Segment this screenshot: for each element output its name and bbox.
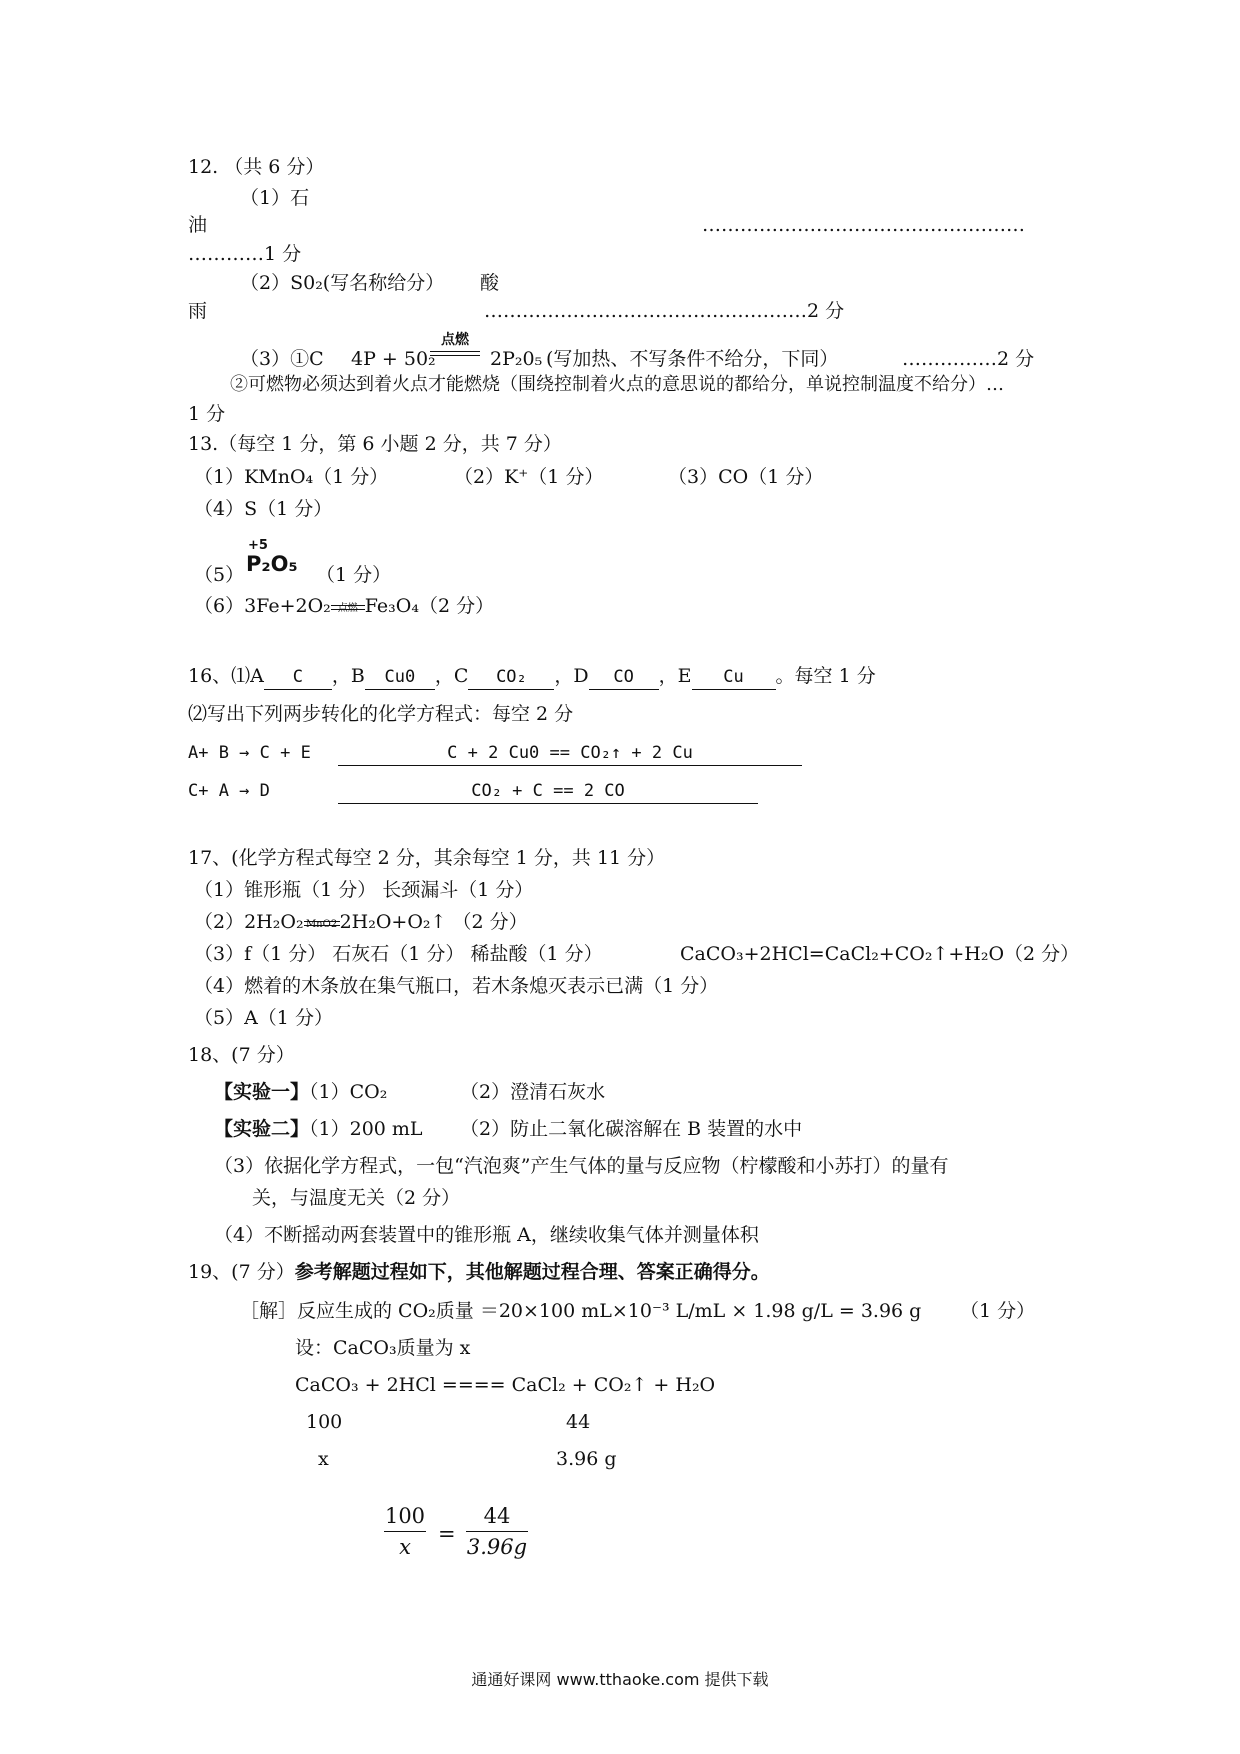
q17-a1: （1）锥形瓶（1 分） 长颈漏斗（1 分） (194, 879, 534, 901)
q18-exp1-b: （2）澄清石灰水 (460, 1081, 606, 1103)
q19-step1-text: 反应生成的 CO₂质量 ＝20×100 mL×10⁻³ L/mL × 1.98 g/L = 3.96 g (297, 1300, 922, 1322)
q17-a2-condition (304, 921, 340, 934)
q19-heading (188, 1260, 770, 1284)
q19-let: 设：CaCO₃质量为 x (295, 1337, 471, 1359)
q18-exp1-a: （1）CO₂ (309, 1081, 388, 1103)
q16-line1 (188, 664, 876, 690)
q12-p3-label: （3）①C (240, 348, 324, 370)
q17-a3-equation: CaCO₃+2HCl=CaCl₂+CO₂↑+H₂O（2 分） (680, 943, 1080, 965)
q16-answer-c: CO₂ (468, 665, 554, 690)
q16-line2: ⑵写出下列两步转化的化学方程式：每空 2 分 (188, 703, 574, 725)
q19-var-x: x (318, 1448, 329, 1470)
q19-fraction-right (466, 1501, 528, 1562)
q12-p1-dots: …………………………………………… (702, 214, 1025, 236)
q12-p2-word: 酸 (480, 272, 500, 294)
q13-a6-lhs: （6）3Fe+2O₂ (194, 595, 331, 617)
q17-a3: （3）f（1 分） 石灰石（1 分） 稀盐酸（1 分） (194, 943, 603, 965)
q12-p3-lhs: 4P + 50₂ (351, 348, 436, 370)
q17-heading: 17、(化学方程式每空 2 分，其余每空 1 分，共 11 分） (188, 847, 666, 869)
footer-source: 通通好课网 www.tthaoke.com 提供下载 (471, 1670, 769, 1689)
q13-a4: （4）S（1 分） (194, 498, 333, 520)
q19-heading-note: 参考解题过程如下，其他解题过程合理、答案正确得分。 (294, 1261, 770, 1283)
q16-answer-d: CO (589, 665, 659, 690)
q12-p3-score: ……………2 分 (902, 348, 1035, 370)
q12-p4-text: ②可燃物必须达到着火点才能燃烧（围绕控制着火点的意思说的都给分，单说控制温度不给分）… (230, 374, 1004, 395)
q16-answer-e: Cu (692, 665, 776, 690)
q16-b-label: ，B (331, 665, 365, 687)
q16-prefix: 16、⑴A (188, 665, 264, 687)
q18-a3-line1: （3）依据化学方程式，一包“汽泡爽”产生气体的量与反应物（柠檬酸和小苏打）的量有 (214, 1155, 949, 1177)
q18-exp2-a: （1）200 mL (309, 1118, 423, 1140)
q16-e-label: ，E (658, 665, 692, 687)
q13-a1: （1）KMnO₄（1 分） (194, 466, 389, 488)
q19-mass-co2: 44 (566, 1411, 591, 1433)
fraction-numerator: 100 (384, 1504, 426, 1528)
q12-p4-cont: 1 分 (188, 403, 226, 425)
q19-var-co2: 3.96 g (556, 1448, 617, 1470)
q17-a2-lhs: （2）2H₂O₂ (194, 911, 304, 933)
q16-eq1-label: A+ B → C + E (188, 743, 311, 763)
q13-a6-condition (331, 605, 365, 618)
q13-a5-score: （1 分） (316, 564, 392, 586)
q17-a4: （4）燃着的木条放在集气瓶口，若木条熄灭表示已满（1 分） (194, 975, 719, 997)
q19-solve-tag: ［解］ (240, 1300, 298, 1322)
q12-p3-rhs: 2P₂0₅ (490, 348, 543, 370)
q13-heading: 13.（每空 1 分，第 6 小题 2 分，共 7 分） (188, 433, 562, 455)
q17-a5: （5）A（1 分） (194, 1007, 333, 1029)
q13-a6 (194, 594, 494, 618)
q19-heading-score: 19、(7 分） (188, 1261, 295, 1283)
condition-label: 点燃 (441, 332, 469, 348)
q18-exp1-tag: 【实验一】 (214, 1081, 310, 1103)
q16-answer-b: Cu0 (365, 665, 435, 690)
fraction-numerator: 44 (483, 1504, 511, 1528)
q13-a2: （2）K⁺（1 分） (454, 466, 604, 488)
q17-a2-rhs: 2H₂O+O₂↑ （2 分） (339, 911, 528, 933)
q16-eq1-answer: C + 2 Cu0 == CO₂↑ + 2 Cu (338, 741, 802, 766)
q16-answer-a: C (264, 665, 332, 690)
q12-p1-score: …………1 分 (188, 243, 302, 265)
q12-p3-condition (430, 332, 480, 356)
q13-a5-valence: +5 (248, 538, 268, 553)
q16-eq2-label: C+ A → D (188, 781, 270, 801)
q18-a3-line2: 关，与温度无关（2 分） (252, 1187, 461, 1209)
q12-p2-dots: ……………………………………………2 分 (484, 300, 845, 322)
fraction-denominator: x (384, 1531, 426, 1562)
q16-eq2-answer: CO₂ + C == 2 CO (338, 779, 758, 804)
q12-p1-label: （1）石 (240, 187, 310, 209)
q13-a3: （3）CO（1 分） (668, 466, 824, 488)
q12-p3-note: (写加热、不写条件不给分，下同） (546, 348, 839, 370)
q18-exp2-tag: 【实验二】 (214, 1118, 310, 1140)
q19-step1-score: （1 分） (960, 1300, 1036, 1322)
q12-p1-cont: 油 (188, 214, 208, 236)
q18-exp2 (214, 1117, 423, 1141)
q12-heading: 12. （共 6 分） (188, 156, 325, 178)
equals-bar (430, 351, 480, 356)
q19-equation: CaCO₃ + 2HCl ==== CaCl₂ + CO₂↑ + H₂O (295, 1374, 716, 1396)
q18-a4: （4）不断摇动两套装置中的锥形瓶 A，继续收集气体并测量体积 (214, 1224, 759, 1246)
q19-fraction-left (384, 1501, 426, 1562)
q19-mass-caco3: 100 (306, 1411, 343, 1433)
q17-a2 (194, 910, 528, 934)
q12-p2-cont: 雨 (188, 300, 208, 322)
q13-a5-label: （5） (194, 564, 245, 586)
q16-suffix: 。每空 1 分 (775, 665, 876, 687)
q19-step1 (240, 1299, 921, 1323)
q13-a6-rhs: Fe₃O₄（2 分） (364, 595, 495, 617)
fraction-denominator: 3.96g (466, 1531, 528, 1562)
q16-c-label: ，C (434, 665, 469, 687)
q16-d-label: ，D (554, 665, 589, 687)
q12-p2-label: （2）S0₂(写名称给分） (240, 272, 445, 294)
q19-fraction-equals: = (438, 1522, 456, 1546)
q13-a5-formula: P₂O₅ (246, 552, 298, 576)
q18-exp1 (214, 1080, 387, 1104)
q18-exp2-b: （2）防止二氧化碳溶解在 B 装置的水中 (460, 1118, 803, 1140)
condition-label: MnO2 (305, 919, 338, 930)
condition-label: 点燃 (337, 603, 358, 614)
q18-heading: 18、(7 分） (188, 1044, 295, 1066)
